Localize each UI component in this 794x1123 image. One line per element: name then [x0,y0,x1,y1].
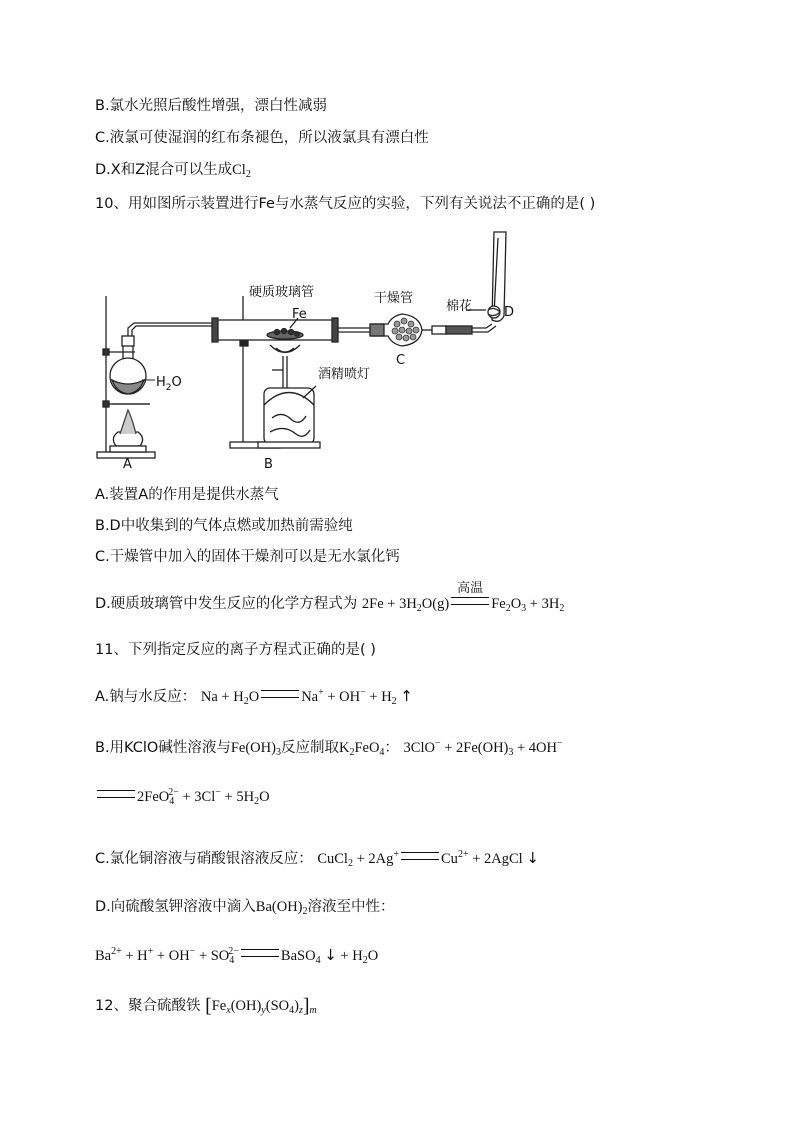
q11-equation-b-2: $2FeO_4^{2-} + 3Cl^- + 5H_2O$ [95,789,270,805]
label-water: $H_2O$ [156,375,182,393]
q11-equation-c: CuCl$_2$ + 2Ag+ $Cu^{2+}$ + 2AgCl ↓ [317,849,539,869]
q10-equation: $2Fe + 3H_2O(g)$ 高温 $Fe_2O_3 + 3H_2$ [361,580,565,614]
q9-option-b: B.氯水光照后酸性增强，漂白性减弱 [95,98,328,114]
q11-option-d-equation [95,945,378,966]
label-d: D [504,305,515,320]
q11-option-b-mid: 反应制取 [280,740,339,756]
label-hard-glass-tube: 硬质玻璃管 [249,285,315,300]
q10-stem: 10、用如图所示装置进行Fe与水蒸气反应的实验，下列有关说法不正确的是( ) [95,196,596,212]
q12-formula: $[Fe_x(OH)_y(SO_4)_z]_m$ [205,995,317,1017]
q10-option-d [95,580,565,614]
q9-option-d-text: D.X和Z混合可以生成 [95,162,233,178]
q11-option-d-text: D.向硫酸氢钾溶液中滴入 [95,899,256,915]
q11-option-b-text: B.用KClO碱性溶液与 [95,740,231,756]
q11-option-a [95,686,413,707]
label-c: C [396,353,406,368]
label-fe: Fe [292,307,307,322]
q11-option-d: D.向硫酸氢钾溶液中滴入$Ba(OH)_2$溶液至中性： [95,899,395,917]
q10-option-a: A.装置A的作用是提供水蒸气 [95,487,279,503]
label-drying-tube: 干燥管 [374,291,414,306]
q11-option-c-text: C.氯化铜溶液与硝酸银溶液反应： [95,851,313,867]
q9-option-c: C.液氯可使湿润的红布条褪色，所以液氯具有漂白性 [95,130,429,146]
q12-stem-text: 12、聚合硫酸铁 [95,998,201,1014]
label-b: B [264,457,273,472]
q11-equation-d: $Ba^{2+} + H^+ + OH^- + SO_4^{2-}$ BaSO$_4$ ↓ + $H_2O$ [95,946,379,966]
q11-option-c [95,848,539,869]
label-cotton: 棉花 [446,299,473,314]
q12-stem [95,996,317,1016]
q11-option-a-text: A.钠与水反应： [95,689,197,705]
q9-option-d [95,160,251,180]
label-alcohol-lamp: 酒精喷灯 [318,367,371,382]
condition-high-temp: 高温 [457,580,484,595]
q11-option-b-cont [95,787,270,807]
q10-option-c: C.干燥管中加入的固体干燥剂可以是无水氯化钙 [95,549,400,565]
q11-stem: 11、下列指定反应的离子方程式正确的是( ) [95,642,376,658]
q10-option-d-text: D.硬质玻璃管中发生反应的化学方程式为 [95,596,358,612]
apparatus-figure [0,220,794,480]
label-a: A [123,457,132,472]
q11-option-b: B.用KClO碱性溶液与$Fe(OH)_3$反应制取$K_2FeO_4$： $3ClO^- + 2Fe(OH)_3 + 4OH^-$ [95,738,563,758]
q11-equation-b-1: $3ClO^- + 2Fe(OH)_3 + 4OH^-$ [403,738,563,758]
q10-option-b: B.D中收集到的气体点燃或加热前需验纯 [95,518,353,534]
q11-option-d-suffix: 溶液至中性： [307,899,395,915]
q9-option-d-formula: $Cl_2$ [232,162,251,180]
q11-equation-a: $Na + H_2O$ $Na^+ + OH^- + H_2$ ↑ [200,687,413,707]
